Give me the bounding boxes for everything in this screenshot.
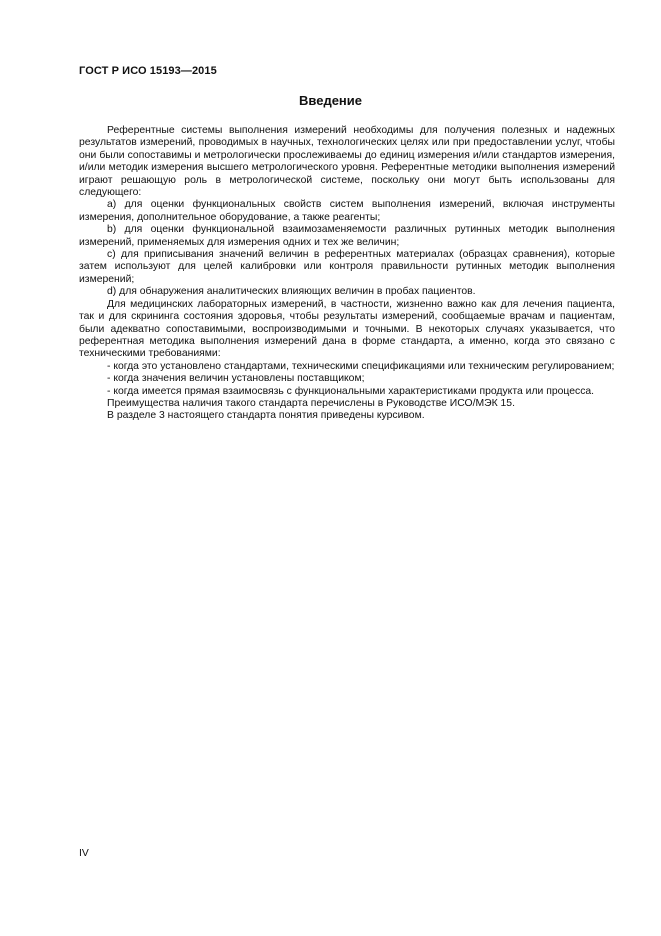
document-header: ГОСТ Р ИСО 15193—2015: [79, 65, 217, 77]
bullet-item-1: - когда это установлено стандартами, техническими спецификациями или техническим регулированием;: [107, 360, 615, 372]
list-item-a: a) для оценки функциональных свойств систем выполнения измерений, включая инструменты измерения, дополнительное оборудование, а также реагенты;: [79, 199, 615, 223]
document-body: [79, 125, 615, 423]
paragraph-medical: Для медицинских лабораторных измерений, в частности, жизненно важно как для лечения пациента, так и для скрининга состояния здоровья, чтобы результаты измерений, сообщаемые врачам и пациентам, были адекватно сопоставимыми, воспроизводимыми и точными. В некоторых случаях указывается, что референтная методика выполнения измерений дана в форме стандарта, а именно, когда это связано с техническими требованиями:: [79, 298, 615, 360]
bullet-item-3: - когда имеется прямая взаимосвязь с функциональными характеристиками продукта или процесса.: [107, 385, 595, 397]
list-item-d: d) для обнаружения аналитических влияющих величин в пробах пациентов.: [107, 286, 476, 298]
paragraph-advantages: Преимущества наличия такого стандарта перечислены в Руководстве ИСО/МЭК 15.: [107, 397, 515, 409]
list-item-c: c) для приписывания значений величин в референтных материалах (образцах сравнения), которые затем используют для целей калибровки или контроля правильности рутинных методик выполнения измерений;: [79, 249, 615, 285]
page-number: IV: [79, 848, 89, 859]
list-item-b: b) для оценки функциональной взаимозаменяемости различных рутинных методик выполнения измерений, применяемых для измерения одних и тех же величин;: [79, 224, 615, 248]
paragraph-section3: В разделе 3 настоящего стандарта понятия приведены курсивом.: [107, 410, 425, 422]
bullet-item-2: - когда значения величин установлены поставщиком;: [107, 373, 365, 385]
paragraph-intro: Референтные системы выполнения измерений необходимы для получения полезных и надежных результатов измерений, проводимых в научных, технологических целях или при предоставлении услуг, чтобы они были сопоставимы и метрологически прослеживаемы до единиц измерения и/или стандартов измерения, и/или методик измерения высшего метрологического уровня. Референтные методики выполнения измерений играют решающую роль в метрологической системе, поскольку они могут быть использованы для следующего:: [79, 125, 615, 199]
section-title: Введение: [299, 93, 362, 108]
